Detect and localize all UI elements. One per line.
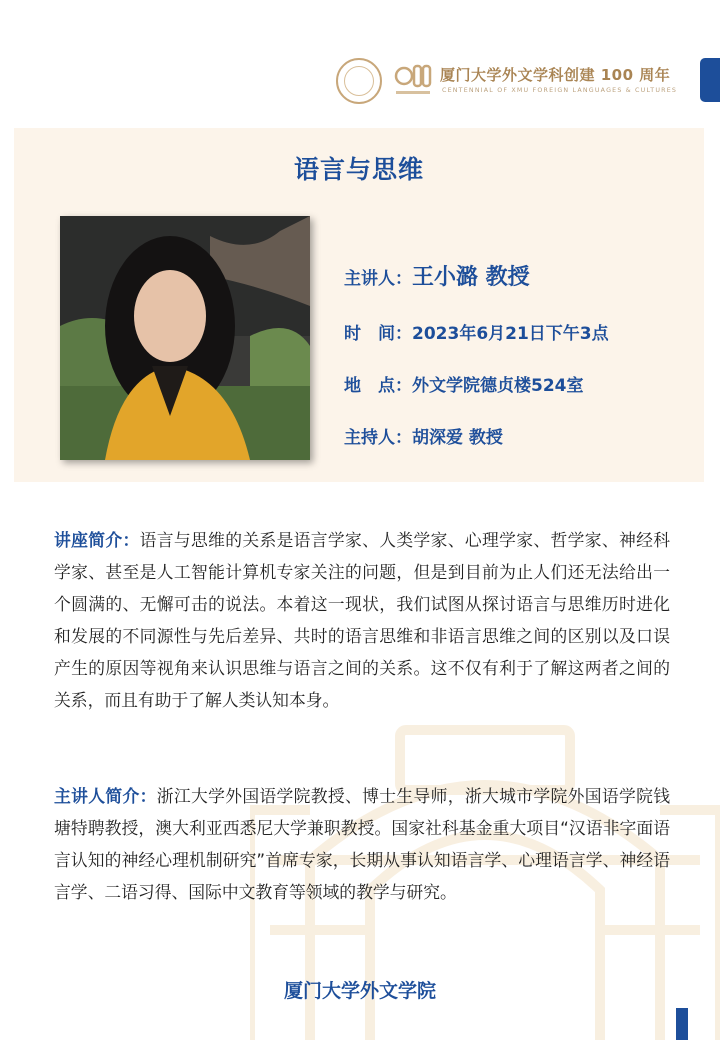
host-row (344, 423, 503, 448)
event-info-card (14, 128, 704, 482)
host-value: 胡深爱 教授 (412, 428, 503, 448)
host-label: 主持人： (344, 428, 412, 448)
page-header (336, 52, 696, 108)
organizer-name: 厦门大学外文学院 (283, 980, 436, 1002)
centennial-title: 厦门大学外文学科创建 100 周年 (440, 66, 671, 84)
place-value: 外文学院德贞楼524室 (412, 376, 584, 396)
university-seal-icon (336, 58, 382, 104)
speaker-label: 主讲人： (344, 269, 412, 289)
bottom-tab (676, 1008, 688, 1040)
speaker-name: 王小潞 教授 (412, 265, 530, 290)
lecture-title: 语言与思维 (293, 155, 424, 184)
time-label: 时 间： (344, 324, 412, 344)
speaker-bio-text: 浙江大学外国语学院教授、博士生导师，浙大城市学院外国语学院钱塘特聘教授，澳大利亚西悉尼大学兼职教授。国家社科基金重大项目“汉语非字面语言认知的神经心理机制研究”首席专家，长期从事认知语言学、心理语言学、神经语言学、二语习得、国际中文教育等领域的教学与研究。 (54, 786, 670, 902)
place-row (344, 371, 584, 396)
speaker-photo (60, 216, 310, 460)
place-label: 地 点： (344, 376, 412, 396)
centennial-subtitle: CENTENNIAL OF XMU FOREIGN LANGUAGES & CULTURES (442, 87, 678, 94)
lecture-intro-text: 语言与思维的关系是语言学家、人类学家、心理学家、哲学家、神经科学家、甚至是人工智能计算机专家关注的问题，但是到目前为止人们还无法给出一个圆满的、无懈可击的说法。本着这一现状，我们试图从探讨语言与思维历时进化和发展的不同源性与先后差异、共时的语言思维和非语言思维之间的区别以及口误产生的原因等视角来认识思维与语言之间的关系。这不仅有利于了解这两者之间的关系，而且有助于了解人类认知本身。 (54, 530, 670, 710)
corner-tab (700, 58, 720, 102)
time-row (344, 319, 609, 344)
speaker-bio (54, 780, 670, 908)
time-value: 2023年6月21日下午3点 (412, 324, 609, 344)
centennial-logo-icon (394, 60, 432, 100)
lecture-intro (54, 524, 670, 716)
lecture-intro-label: 讲座简介： (54, 530, 140, 550)
speaker-bio-label: 主讲人简介： (54, 786, 157, 806)
speaker-row (344, 260, 530, 291)
